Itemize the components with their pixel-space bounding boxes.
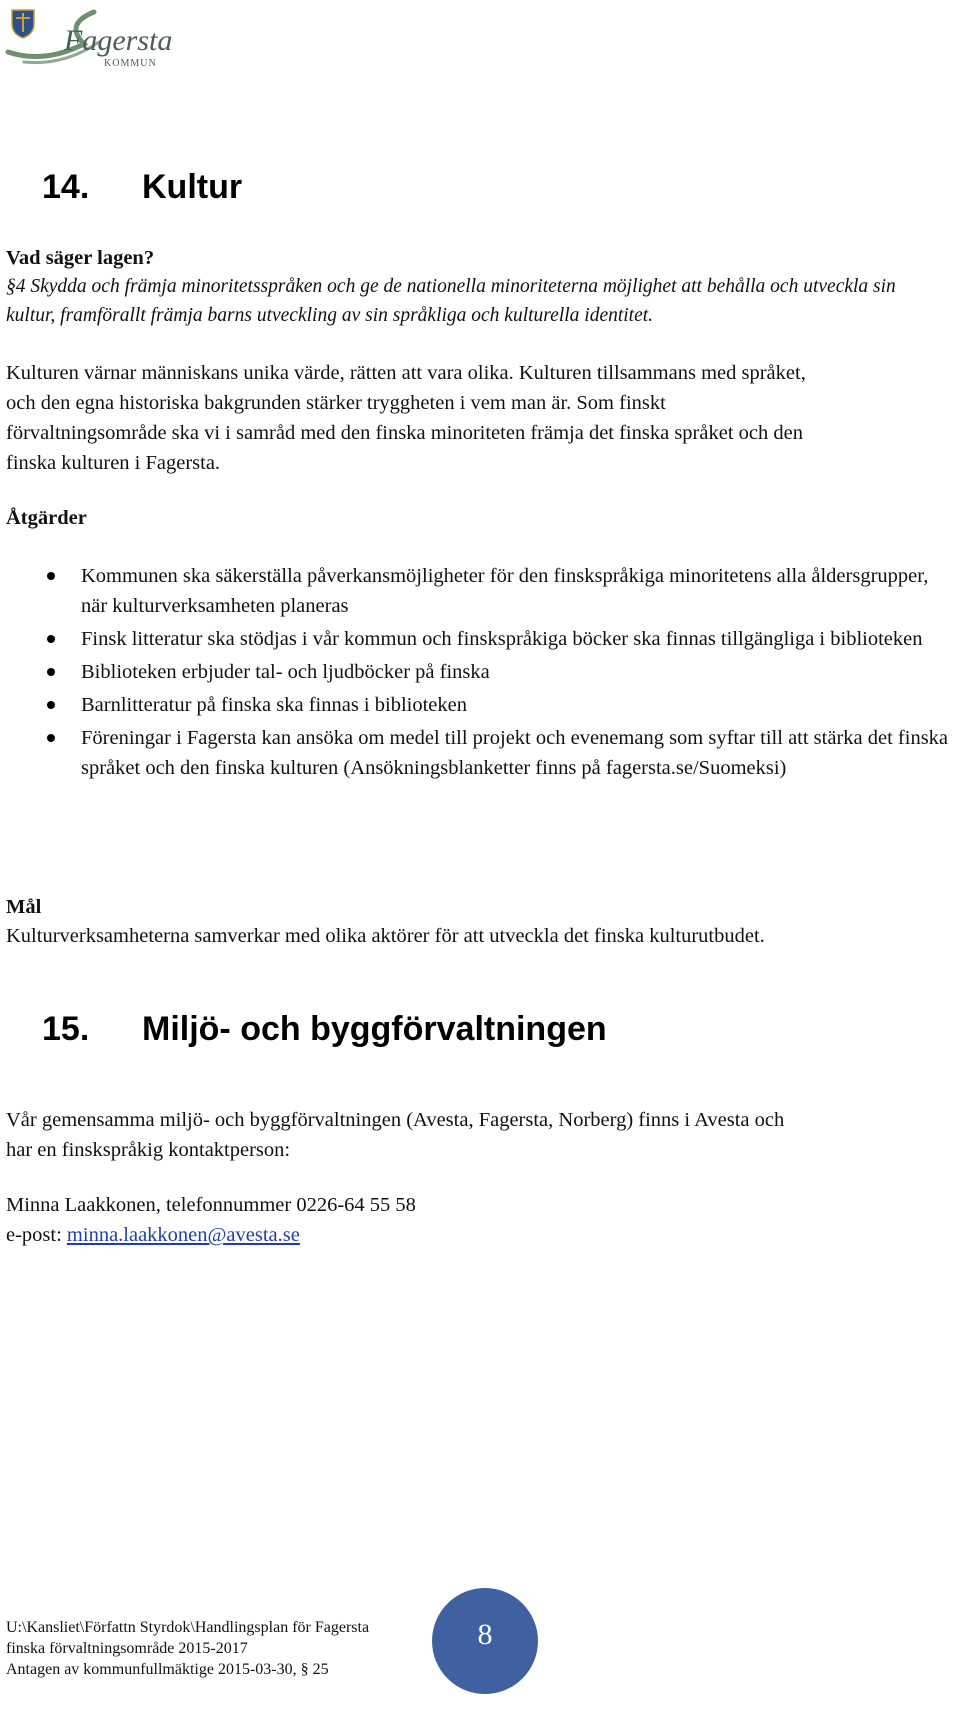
section-15-title: Miljö- och byggförvaltningen — [142, 1010, 607, 1048]
section-14-title: Kultur — [142, 168, 243, 206]
footer — [6, 1617, 369, 1680]
culture-paragraph-line-3: förvaltningsområde ska vi i samråd med den finska minoriteten främja det finska språket och den — [6, 422, 803, 444]
actions-heading: Åtgärder — [6, 507, 87, 529]
law-text-line-1: §4 Skydda och främja minoritetsspråken och ge de nationella minoriteterna möjlighet att behålla och utveckla sin — [6, 276, 896, 297]
law-text-line-2: kultur, framförallt främja barns utveckling av sin språkliga och kulturella identitet. — [6, 305, 654, 326]
page-number: 8 — [477, 1618, 493, 1651]
list-item: Finsk litteratur ska stödjas i vår kommun och finskspråkiga böcker ska finnas tillgängliga i biblioteken — [6, 624, 951, 654]
list-item: Kommunen ska säkerställa påverkansmöjligheter för den finskspråkiga minoritetens alla åldersgrupper, när kulturverksamheten planeras — [6, 561, 951, 621]
actions-list — [6, 561, 951, 786]
goal-heading: Mål — [6, 896, 42, 918]
fagersta-logo-mark — [4, 4, 174, 70]
email-line — [6, 1220, 946, 1250]
logo-name: Fagersta — [64, 24, 173, 57]
section-14-number: 14. — [42, 168, 90, 206]
section-15-heading — [42, 1010, 607, 1049]
footer-line-2: finska förvaltningsområde 2015-2017 — [6, 1640, 248, 1657]
fagersta-logo — [4, 4, 174, 70]
section-14-heading — [42, 168, 242, 207]
office-paragraph-line-2: har en finskspråkig kontaktperson: — [6, 1139, 291, 1161]
email-link[interactable]: minna.laakkonen@avesta.se — [66, 1224, 300, 1246]
list-item: Biblioteken erbjuder tal- och ljudböcker på finska — [6, 657, 951, 687]
footer-line-3: Antagen av kommunfullmäktige 2015-03-30, § 25 — [6, 1661, 329, 1678]
culture-paragraph-line-2: och den egna historiska bakgrunden stärker tryggheten i vem man är. Som finskt — [6, 392, 666, 414]
contact-line: Minna Laakkonen, telefonnummer 0226-64 55 58 — [6, 1194, 416, 1216]
goal-text: Kulturverksamheterna samverkar med olika aktörer för att utveckla det finska kulturutbudet. — [6, 925, 765, 947]
culture-paragraph-line-1: Kulturen värnar människans unika värde, rätten att vara olika. Kulturen tillsammans med språket, — [6, 362, 806, 384]
office-paragraph-line-1: Vår gemensamma miljö- och byggförvaltningen (Avesta, Fagersta, Norberg) finns i Avesta och — [6, 1109, 785, 1131]
list-item: Barnlitteratur på finska ska finnas i biblioteken — [6, 690, 951, 720]
culture-paragraph-line-4: finska kulturen i Fagersta. — [6, 452, 221, 474]
logo-sub: KOMMUN — [104, 58, 157, 69]
section-15-number: 15. — [42, 1010, 90, 1048]
page-number-badge — [432, 1588, 538, 1694]
list-item: Föreningar i Fagersta kan ansöka om medel till projekt och evenemang som syftar till att stärka det finska språket och den finska kulturen (Ansökningsblanketter finns på fagersta.se/Suomeksi) — [6, 723, 951, 783]
law-heading: Vad säger lagen? — [6, 247, 155, 269]
email-prefix: e-post: — [6, 1224, 67, 1246]
footer-line-1: U:\Kansliet\Författn Styrdok\Handlingsplan för Fagersta — [6, 1619, 370, 1636]
